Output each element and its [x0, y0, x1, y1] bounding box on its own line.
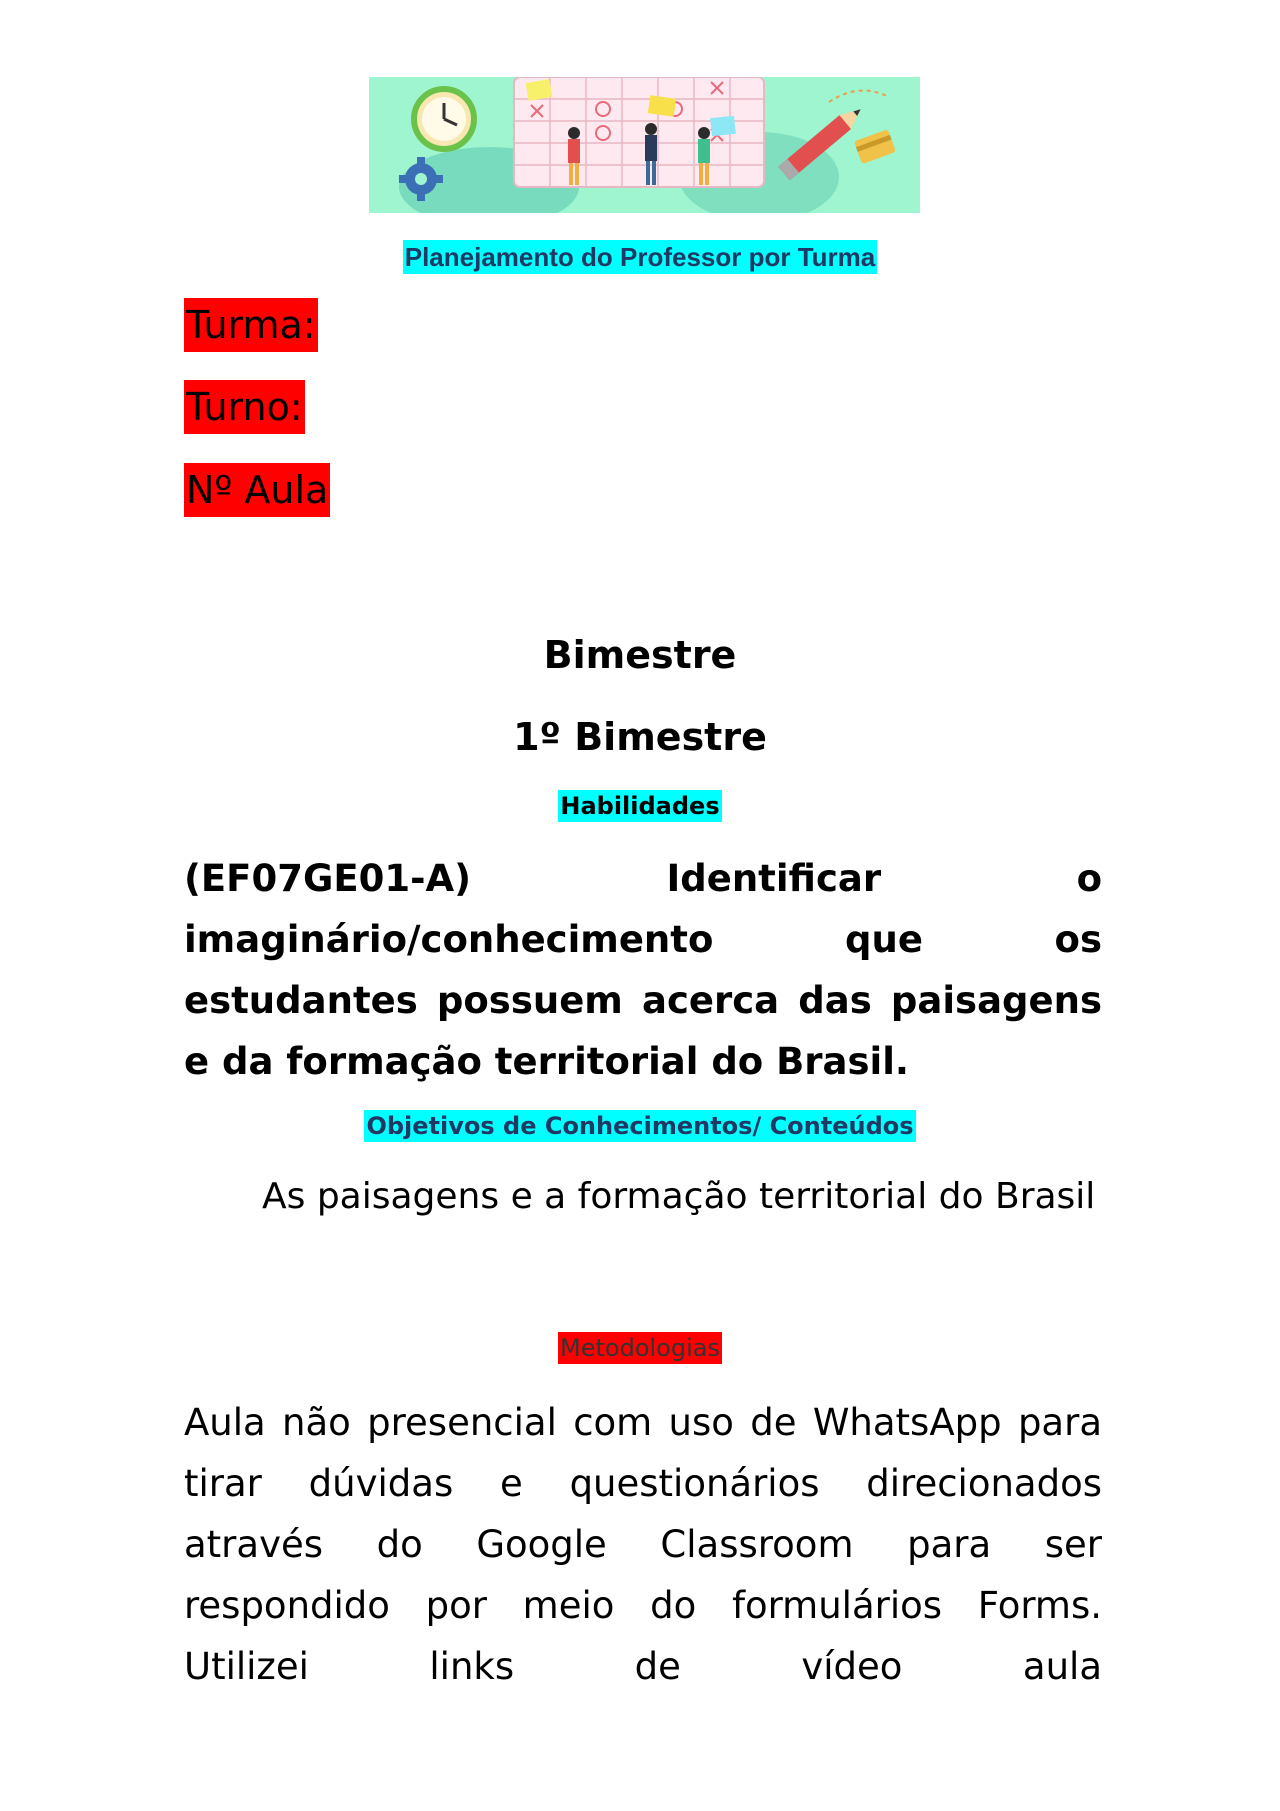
- turma-field[interactable]: Turma:: [184, 298, 318, 352]
- objetivos-label-wrapper: [0, 1110, 1280, 1142]
- aula-field[interactable]: Nº Aula: [184, 463, 330, 517]
- objetivos-text: As paisagens e a formação territorial do Brasil: [262, 1176, 1096, 1217]
- page-title: Planejamento do Professor por Turma: [404, 242, 876, 272]
- title-wrapper: [0, 240, 1280, 274]
- habilidades-label-wrapper: [0, 790, 1280, 822]
- habilidades-text: (EF07GE01-A) Identificar o imaginário/conhecimento que os estudantes possuem acerca das paisagens e da formação territorial do Brasil.: [184, 857, 1102, 1083]
- metodologias-text: Aula não presencial com uso de WhatsApp para tirar dúvidas e questionários direcionados através do Google Classroom para ser respondido por meio do formulários Forms. Utilizei links de vídeo aula: [184, 1401, 1102, 1688]
- bimestre-value: 1º Bimestre: [513, 715, 767, 759]
- banner-illustration: [369, 77, 920, 213]
- objetivos-label: Objetivos de Conhecimentos/ Conteúdos: [366, 1112, 914, 1140]
- habilidades-label: Habilidades: [560, 792, 720, 820]
- metodologias-label: Metodologias: [560, 1334, 720, 1362]
- turno-field[interactable]: Turno:: [184, 380, 305, 434]
- calendar-illustration-icon: [369, 77, 920, 213]
- metodologias-label-wrapper: [0, 1332, 1280, 1364]
- bimestre-heading: Bimestre: [543, 633, 737, 677]
